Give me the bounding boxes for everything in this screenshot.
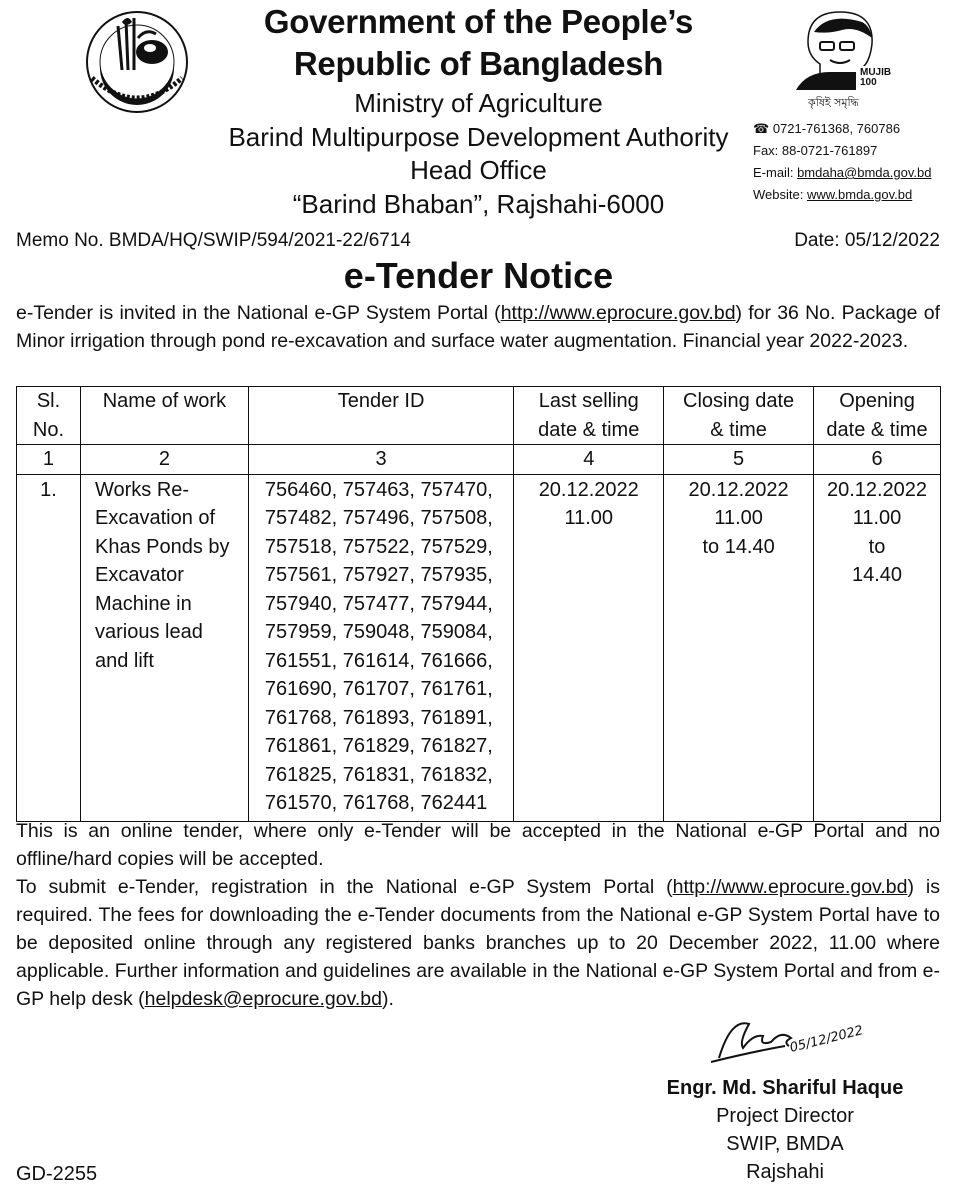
col-number: 4 [514, 445, 664, 475]
email-link[interactable]: bmdaha@bmda.gov.bd [797, 165, 932, 180]
phone-numbers: 0721-761368, 760786 [772, 121, 901, 136]
website-link[interactable]: www.bmda.gov.bd [806, 187, 913, 202]
authority-name: Barind Multipurpose Development Authority [228, 122, 729, 152]
row-tender-ids: 756460, 757463, 757470, 757482, 757496, 757508, 757518, 757522, 757529, 757561, 757927, 757935, 757940, 757477, 757944, 757959, 759048, 759084, 761551, 761614, 761666, 761690, 761707, 761761, 761768, 761893, 761891, 761861, 761829, 761827, 761825, 761831, 761832, 761570, 761768, 762441 [248, 474, 513, 821]
mujib-badge-text: MUJIB 100 [860, 67, 892, 88]
notice-title: e-Tender Notice [343, 255, 614, 296]
registration-text-1: To submit e-Tender, registration in the National e-GP System Portal ( [16, 876, 673, 898]
col-number: 2 [80, 445, 248, 475]
opening-time: 11.00 [852, 507, 902, 529]
handwritten-signature [705, 1012, 885, 1072]
signatory-unit: SWIP, BMDA [726, 1133, 844, 1155]
mujib-100-logo [790, 8, 908, 90]
intro-text-1: e-Tender is invited in the National e-GP System Portal ( [16, 302, 501, 324]
col-number: 6 [814, 445, 941, 475]
memo-date: Date: 05/12/2022 [794, 230, 940, 251]
contact-phone [753, 121, 900, 137]
office-name: Head Office [410, 155, 547, 185]
header-closing: Closing date & time [664, 387, 814, 445]
eprocure-link-2[interactable]: http://www.eprocure.gov.bd [672, 876, 908, 898]
office-address: “Barind Bhaban”, Rajshahi-6000 [292, 189, 665, 219]
signature-date: 05/12/2022 [788, 1023, 865, 1056]
intro-text-2: ) for 36 No. Package of Minor irrigation through pond re-excavation and surface water augmentation. Financial year 2022-2023. [16, 302, 940, 352]
header-last-selling: Last selling date & time [514, 387, 664, 445]
online-tender-paragraph: This is an online tender, where only e-Tender will be accepted in the National e-GP Portal and no offline/hard copies will be accepted. [16, 820, 940, 870]
registration-text-3: ). [381, 988, 394, 1010]
table-row [17, 474, 941, 821]
eprocure-link[interactable]: http://www.eprocure.gov.bd [500, 302, 736, 324]
opening-to: to [868, 535, 886, 558]
gov-title-line1: Government of the People’s [263, 3, 694, 40]
row-name-of-work: Works Re-Excavation of Khas Ponds by Excavator Machine in various lead and lift [80, 474, 248, 821]
row-closing [664, 474, 814, 821]
registration-paragraph [16, 873, 940, 1013]
col-number: 5 [664, 445, 814, 475]
header-tender-id: Tender ID [248, 387, 513, 445]
contact-website [753, 187, 912, 203]
contact-email [753, 165, 931, 181]
website-label: Website: [753, 187, 807, 202]
signatory-name: Engr. Md. Shariful Haque [666, 1077, 904, 1099]
col-number: 1 [17, 445, 81, 475]
slogan: কৃষিই সমৃদ্ধি [808, 96, 859, 109]
table-number-row [17, 445, 941, 475]
memo-number: Memo No. BMDA/HQ/SWIP/594/2021-22/6714 [16, 230, 411, 251]
email-label: E-mail: [753, 165, 798, 180]
tender-table [16, 386, 941, 822]
phone-icon: ☎ [753, 121, 773, 136]
row-opening [814, 474, 941, 821]
helpdesk-email-link[interactable]: helpdesk@eprocure.gov.bd [144, 988, 382, 1010]
closing-time: 11.00 [714, 507, 763, 529]
ministry-name: Ministry of Agriculture [354, 88, 603, 118]
closing-to: to 14.40 [702, 535, 775, 558]
registration-text-2: ) is required. The fees for downloading the e-Tender documents from the National e-GP System Portal have to be deposited online through any registered banks branches up to 20 December 2022, 11.00 where applicable. Further information and guidelines are available in the National e-GP System Portal and from e-GP help desk ( [16, 876, 940, 1010]
last-selling-date: 20.12.2022 [538, 478, 639, 501]
gov-title-line2: Republic of Bangladesh [293, 45, 664, 82]
header-sl: Sl. No. [17, 387, 81, 445]
header-opening: Opening date & time [814, 387, 941, 445]
header-name-of-work: Name of work [80, 387, 248, 445]
closing-date: 20.12.2022 [688, 478, 789, 501]
opening-date: 20.12.2022 [826, 478, 928, 501]
table-header-row [17, 387, 941, 445]
last-selling-time: 11.00 [564, 507, 614, 529]
intro-paragraph [16, 299, 940, 355]
footer-code: GD-2255 [16, 1163, 98, 1185]
col-number: 3 [248, 445, 513, 475]
signatory-title: Project Director [716, 1105, 854, 1127]
signatory-place: Rajshahi [746, 1161, 824, 1183]
opening-end: 14.40 [851, 564, 903, 586]
row-sl: 1. [17, 474, 81, 821]
contact-fax: Fax: 88-0721-761897 [753, 143, 878, 158]
row-last-selling [514, 474, 664, 821]
